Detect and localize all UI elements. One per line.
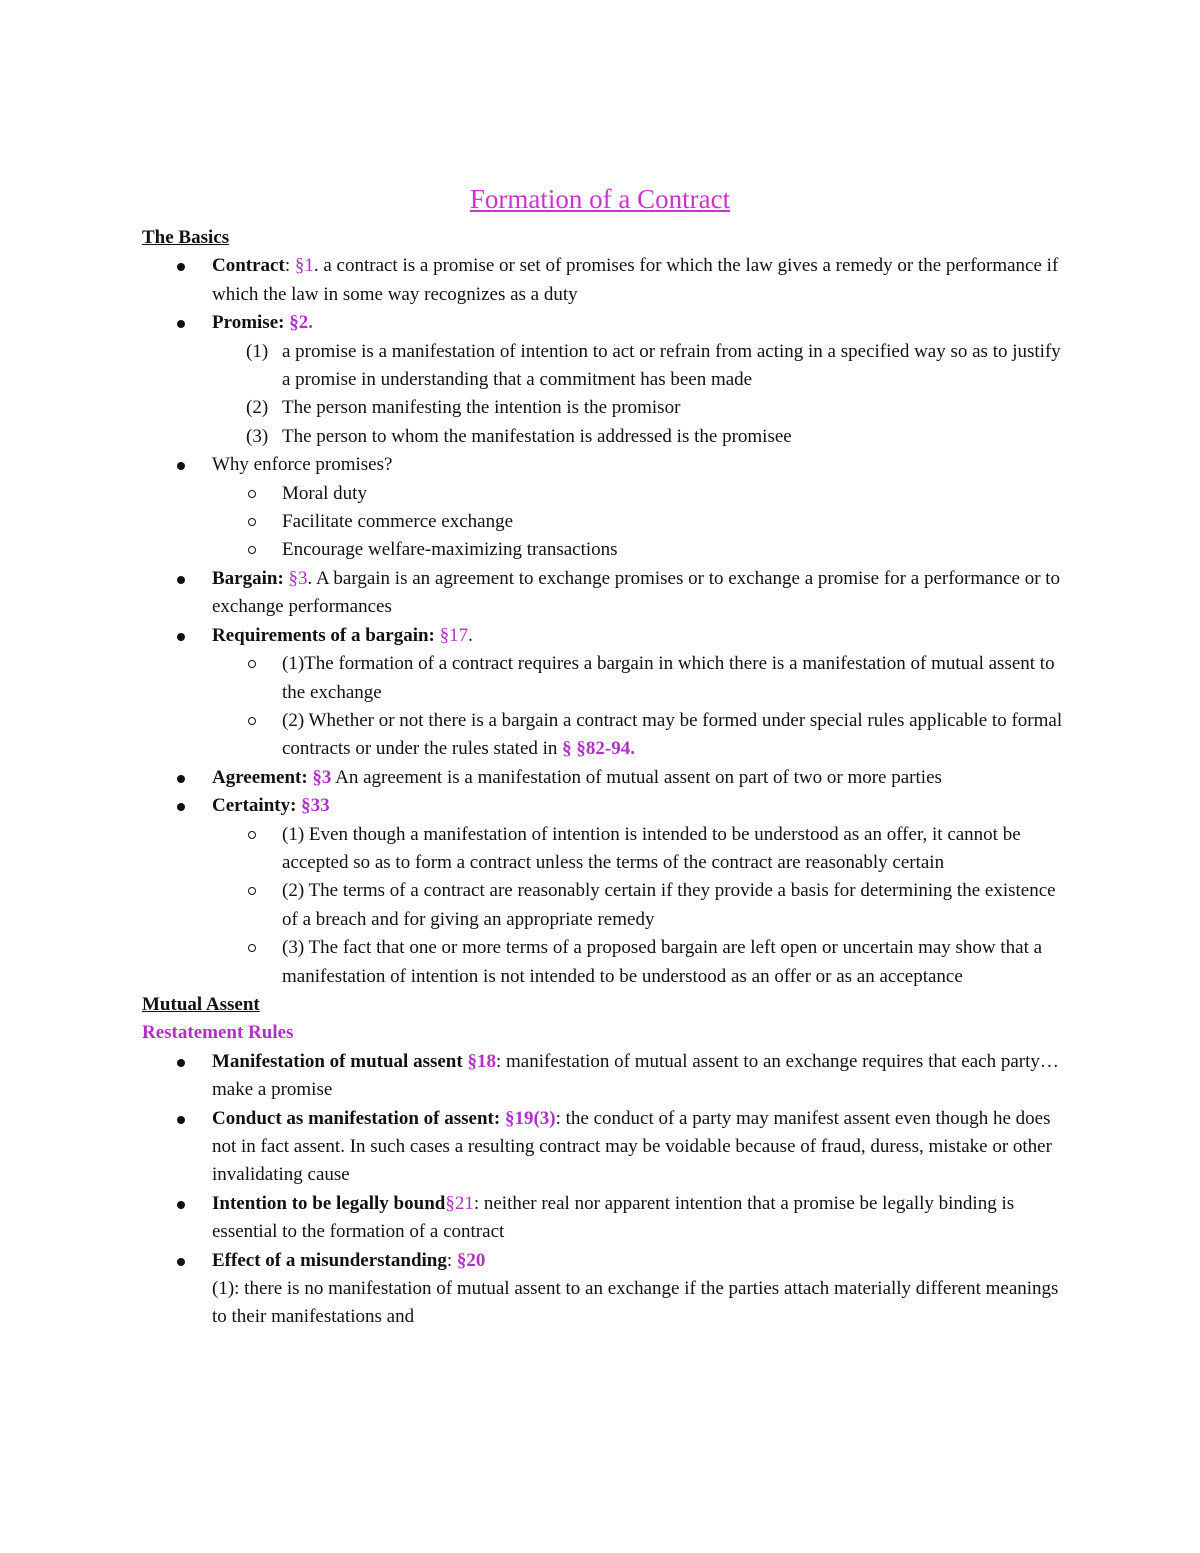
- circle-bullet-icon: [248, 717, 256, 725]
- term-label: Manifestation of mutual assent: [212, 1050, 468, 1072]
- sublist-item: [212, 536, 1072, 564]
- section-ref: §18: [467, 1050, 496, 1072]
- term-label: Bargain:: [212, 567, 289, 589]
- promise-numbered-list: [212, 338, 1072, 452]
- basics-list: [142, 252, 1072, 991]
- bullet-icon: [177, 803, 185, 811]
- bullet-icon: [177, 576, 185, 584]
- term-colon: :: [446, 1249, 457, 1271]
- section-ref: §20: [456, 1249, 486, 1271]
- list-item-certainty: [142, 792, 1072, 991]
- bullet-icon: [177, 775, 185, 783]
- item-text: Why enforce promises?: [212, 454, 393, 476]
- item-number: (2): [246, 397, 269, 419]
- sublist-item: [212, 480, 1072, 508]
- item-number: (3): [246, 425, 269, 447]
- document-body: [142, 224, 1072, 1332]
- bullet-icon: [177, 1116, 185, 1124]
- list-item-bargain: [142, 565, 1072, 622]
- sublist-item: [212, 821, 1072, 878]
- page-title: Formation of a Contract: [469, 184, 731, 214]
- term-label: Effect of a misunderstanding: [212, 1249, 447, 1271]
- subheading-restatement-rules: Restatement Rules: [142, 1022, 294, 1044]
- definition-text: : the conduct of a party may manifest assent even though he does not in fact assent. In such cases a resulting contract may be voidable because of fraud, duress, mistake or other invalidating cause: [212, 1107, 1052, 1186]
- circle-bullet-icon: [248, 887, 256, 895]
- sublist-text: Encourage welfare-maximizing transactions: [282, 539, 618, 561]
- definition-text: : neither real nor apparent intention that a promise be legally binding is essential to the formation of a contract: [212, 1192, 1015, 1243]
- circle-bullet-icon: [248, 944, 256, 952]
- sublist-text: (1) Even though a manifestation of intention is intended to be understood as an offer, it cannot be accepted so as to form a contract unless the terms of the contract are reasonably certain: [282, 823, 1021, 873]
- section-heading-basics: The Basics: [142, 227, 230, 248]
- circle-bullet-icon: [248, 831, 256, 839]
- bullet-icon: [177, 320, 185, 328]
- sublist-item: [212, 508, 1072, 536]
- section-ref: §19(3): [504, 1107, 556, 1129]
- list-item-why: [142, 451, 1072, 565]
- term-label: Promise:: [212, 312, 290, 334]
- why-sublist: [212, 480, 1072, 565]
- definition-text: . A bargain is an agreement to exchange promises or to exchange a promise for a performance or to exchange performances: [212, 567, 1061, 618]
- sublist-text: Moral duty: [282, 482, 367, 504]
- term-label: Contract: [212, 255, 285, 277]
- definition-text: An agreement is a manifestation of mutual assent on part of two or more parties: [331, 766, 942, 788]
- item-text: The person manifesting the intention is the promisor: [282, 397, 681, 419]
- bullet-icon: [177, 633, 185, 641]
- sublist-text: (1)The formation of a contract requires a bargain in which there is a manifestation of mutual assent to the exchange: [282, 653, 1055, 703]
- list-item-agreement: [142, 764, 1072, 792]
- numbered-item: [212, 423, 1072, 451]
- circle-bullet-icon: [248, 490, 256, 498]
- item-number: (1): [246, 340, 269, 362]
- section-ref: §17: [439, 624, 469, 646]
- bullet-icon: [177, 462, 185, 470]
- term-end: .: [468, 624, 473, 646]
- list-item-promise: [142, 309, 1072, 451]
- item-text: a promise is a manifestation of intention to act or refrain from acting in a specified way so as to justify a promise in understanding that a commitment has been made: [282, 340, 1061, 391]
- bullet-icon: [177, 1059, 185, 1067]
- list-item-intention: [142, 1190, 1072, 1247]
- certainty-sublist: [212, 821, 1072, 991]
- term-label: Agreement:: [212, 766, 313, 788]
- sublist-item: [212, 877, 1072, 934]
- sublist-item: [212, 707, 1072, 764]
- bullet-icon: [177, 1201, 185, 1209]
- numbered-item: [212, 338, 1072, 395]
- list-item-manifestation: [142, 1048, 1072, 1105]
- section-ref: §2.: [289, 312, 313, 334]
- numbered-item: [212, 394, 1072, 422]
- bullet-icon: [177, 1258, 185, 1266]
- sublist-text: (3) The fact that one or more terms of a proposed bargain are left open or uncertain may show that a manifestation of intention is not intended to be understood as an offer or as an acceptance: [282, 937, 1043, 987]
- circle-bullet-icon: [248, 660, 256, 668]
- section-ref: §33: [301, 795, 330, 817]
- sublist-item: [212, 934, 1072, 991]
- list-item-contract: [142, 252, 1072, 309]
- section-ref: §1: [294, 255, 314, 277]
- list-item-conduct: [142, 1105, 1072, 1190]
- list-item-effect: [142, 1247, 1072, 1332]
- list-item-requirements: [142, 622, 1072, 764]
- section-heading-mutual-assent: Mutual Assent: [142, 993, 260, 1015]
- term-label: Conduct as manifestation of assent:: [212, 1107, 505, 1129]
- section-ref: § §82-94.: [562, 738, 635, 760]
- mutual-assent-list: [142, 1048, 1072, 1332]
- requirements-sublist: [212, 650, 1072, 764]
- sublist-text: Facilitate commerce exchange: [282, 511, 514, 533]
- term-label: Intention to be legally bound: [212, 1192, 446, 1214]
- definition-text: : manifestation of mutual assent to an exchange requires that each party… make a promise: [212, 1050, 1059, 1101]
- section-ref: §3: [288, 567, 308, 589]
- circle-bullet-icon: [248, 546, 256, 554]
- sublist-text: (2) The terms of a contract are reasonably certain if they provide a basis for determining the existence of a breach and for giving an appropriate remedy: [282, 880, 1056, 930]
- item-text: The person to whom the manifestation is addressed is the promisee: [282, 425, 792, 447]
- section-ref: §3: [312, 766, 332, 788]
- bullet-icon: [177, 263, 185, 271]
- term-label: Requirements of a bargain:: [212, 624, 440, 646]
- term-label: Certainty:: [212, 795, 302, 817]
- section-ref: §21: [445, 1192, 474, 1214]
- definition-text: (1): there is no manifestation of mutual assent to an exchange if the parties attach materially different meanings to their manifestations and: [212, 1278, 1059, 1328]
- sublist-item: [212, 650, 1072, 707]
- term-colon: :: [284, 255, 295, 277]
- definition-text: . a contract is a promise or set of promises for which the law gives a remedy or the performance if which the law in some way recognizes as a duty: [212, 255, 1059, 305]
- circle-bullet-icon: [248, 518, 256, 526]
- sublist-text: (2) Whether or not there is a bargain a contract may be formed under special rules applicable to formal contracts or under the rules stated in: [282, 709, 1063, 760]
